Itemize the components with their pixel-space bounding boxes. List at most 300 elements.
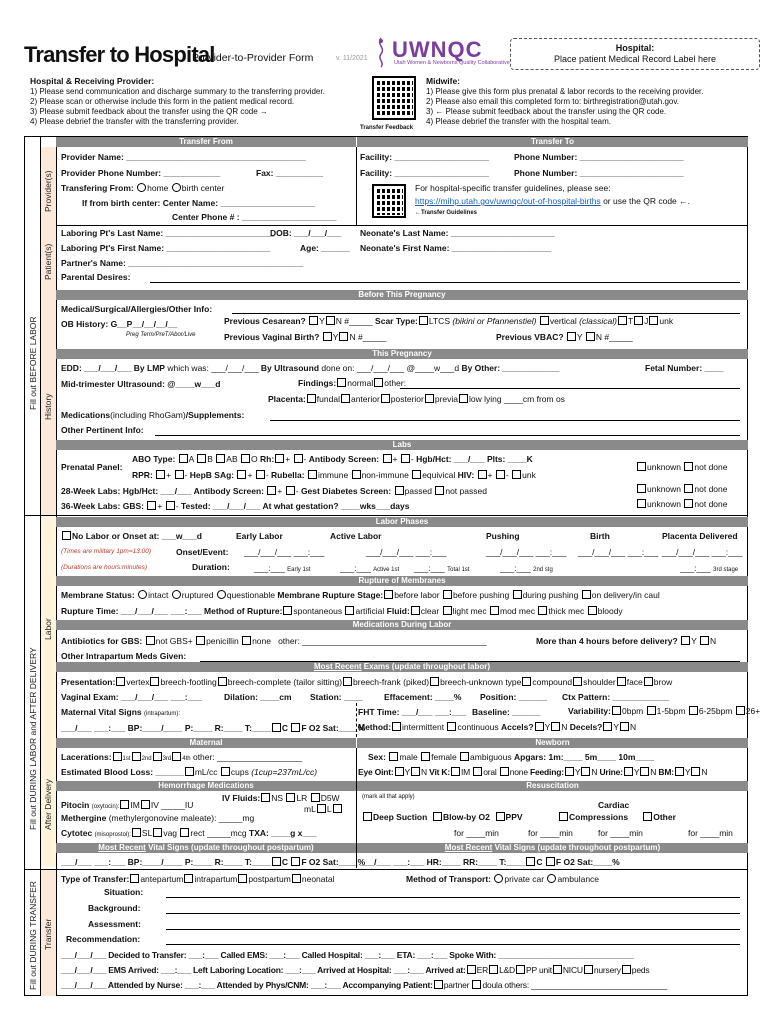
j-label: J: [644, 316, 649, 326]
vitals-line: ___/___ ___:___ BP:____/____ P:____ R:____ T:____: [61, 723, 271, 733]
placenta-anterior[interactable]: [341, 394, 350, 403]
arrived-nursery[interactable]: [584, 965, 593, 974]
placenta-low[interactable]: [459, 394, 468, 403]
prev-cesarean-label: Previous Cesarean?: [224, 316, 306, 326]
anterior-label: anterior: [350, 394, 380, 404]
continuous-label: continuous: [457, 722, 499, 732]
pres-bfp[interactable]: [343, 677, 352, 686]
scar-j-checkbox[interactable]: [634, 316, 643, 325]
minus-label: -: [184, 470, 188, 480]
no-labor-checkbox[interactable]: [62, 531, 71, 540]
eye-yes[interactable]: [395, 767, 404, 776]
guidelines-qr-code[interactable]: [372, 184, 406, 218]
feeding-label: Feeding:: [530, 767, 564, 777]
center-phone-field[interactable]: Center Phone # : ____________________: [172, 212, 337, 222]
fetal-number-field[interactable]: Fetal Number: ____: [645, 363, 724, 373]
method-label: Method:: [358, 722, 392, 732]
guidelines-link[interactable]: https://mihp.utah.gov/uwnqc/out-of-hospital-births: [415, 196, 601, 206]
bm-yes[interactable]: [675, 767, 684, 776]
parental-desires-field[interactable]: Parental Desires:: [61, 272, 131, 282]
temp-c[interactable]: [526, 857, 535, 866]
hepb-plus[interactable]: [237, 470, 246, 479]
lac-4[interactable]: [172, 752, 181, 761]
pertinent-info-field[interactable]: Other Pertinent Info:: [61, 425, 144, 435]
f-label: F: [555, 857, 562, 867]
prev-vbac-yes[interactable]: [567, 332, 576, 341]
findings-normal-checkbox[interactable]: [337, 378, 346, 387]
duration-active[interactable]: [340, 563, 399, 573]
wk28-unknown[interactable]: [637, 484, 646, 493]
duration-second[interactable]: [500, 563, 553, 573]
provider-phone-field[interactable]: Provider Phone Number: ____________: [61, 168, 221, 178]
duration-value: ___:___: [414, 563, 445, 573]
post-label: postpartum: [248, 874, 291, 884]
station-field[interactable]: Station: ____: [310, 692, 363, 702]
cyto-sl[interactable]: [132, 828, 141, 837]
compressions[interactable]: [559, 812, 568, 821]
duration-early[interactable]: [254, 563, 310, 573]
compound-label: compound: [532, 677, 573, 687]
temp-f[interactable]: [546, 857, 555, 866]
prev-vaginal-yes[interactable]: [323, 332, 332, 341]
var-26[interactable]: [736, 706, 745, 715]
on-delivery-label: on delivery/in caul: [591, 590, 660, 600]
dilation-field[interactable]: Dilation: ____cm: [224, 692, 292, 702]
before-labor-checkbox[interactable]: [384, 590, 393, 599]
ruptured-radio[interactable]: [172, 590, 181, 599]
more4-yes[interactable]: [681, 636, 690, 645]
minus-label: -: [303, 454, 307, 464]
us-date-field[interactable]: done on: ___/___/___ @____w___d: [321, 363, 460, 373]
scar-unk-checkbox[interactable]: [649, 316, 658, 325]
scar-ltcs-checkbox[interactable]: [419, 316, 428, 325]
for-min-1[interactable]: for ____min: [454, 828, 499, 838]
duration-third[interactable]: [680, 563, 738, 573]
no-labor-field[interactable]: No Labor or Onset at: ___w___d: [72, 531, 202, 541]
provider-name-field[interactable]: Provider Name: ______________________________________: [61, 152, 306, 162]
method-continuous[interactable]: [447, 722, 456, 731]
fht-time-field[interactable]: FHT Time: ___/___ ___:___: [358, 707, 467, 717]
birth-center-radio[interactable]: [172, 183, 181, 192]
pres-bc[interactable]: [218, 677, 227, 686]
ivf-ns[interactable]: [261, 793, 270, 802]
temp-c[interactable]: [272, 723, 281, 732]
vitals-line: ___/___ ___:___ HR:____ RR:____ T:____: [360, 857, 526, 867]
temp-c[interactable]: [272, 857, 281, 866]
ebl-field[interactable]: Estimated Blood Loss: ______: [61, 767, 184, 777]
abo-o[interactable]: [241, 454, 250, 463]
blow-by[interactable]: [433, 812, 442, 821]
for-min-3[interactable]: for ____min: [598, 828, 643, 838]
early-labor-header: Early Labor: [236, 531, 283, 541]
vertex-label: vertex: [126, 677, 150, 687]
medical-info-field[interactable]: Medical/Surgical/Allergies/Other Info:: [61, 304, 213, 314]
side-label-patients: Patient(s): [43, 243, 53, 280]
var-0[interactable]: [612, 706, 621, 715]
by-other-field[interactable]: By Other: ____________: [461, 363, 560, 373]
transfer-arrival-field[interactable]: ___/___/___ EMS Arrived: ___:___ Left Laboring Location: ___:___ Arrived at Hospital: ___:___ Arrived at:: [61, 965, 466, 975]
prenatal-not-done[interactable]: [684, 462, 693, 471]
rh-minus[interactable]: [294, 454, 303, 463]
hepb-minus[interactable]: [256, 470, 265, 479]
side-label-transfer: Fill out DURING TRANSFER: [28, 881, 38, 990]
onset-early[interactable]: ___/___/___ ___:___: [244, 547, 325, 557]
cesarean-count[interactable]: #_____: [344, 316, 373, 326]
wk36-status: [636, 499, 728, 509]
duration-total[interactable]: [414, 563, 469, 573]
ebl-cups[interactable]: [221, 767, 230, 776]
feedback-qr-code[interactable]: [372, 76, 416, 120]
pt-age-field[interactable]: Age: ______: [300, 243, 350, 253]
bar-this-pregnancy: This Pregnancy: [56, 349, 748, 359]
resus-row: [362, 812, 676, 822]
resus-other-label: Other: [653, 812, 676, 822]
ppv[interactable]: [496, 812, 505, 821]
rupture-time-field[interactable]: Rupture Time: ___/___/___ ___:___: [61, 606, 202, 616]
accels-no[interactable]: [551, 722, 560, 731]
spontaneous-checkbox[interactable]: [283, 606, 292, 615]
fluid-thick[interactable]: [538, 606, 547, 615]
gest-passed[interactable]: [395, 486, 404, 495]
birth-header: Birth: [590, 531, 610, 541]
ctx-pattern-field[interactable]: Ctx Pattern: ____________: [562, 692, 670, 702]
type-post[interactable]: [238, 874, 247, 883]
before-pushing-checkbox[interactable]: [443, 590, 452, 599]
form-subtitle: Provider-to-Provider Form: [192, 52, 314, 64]
ld-label: L&D: [499, 965, 515, 975]
sex-row: [368, 752, 654, 762]
pt-dob-field[interactable]: DOB: ___/___/___: [270, 228, 342, 238]
prev-vaginal-no[interactable]: [339, 332, 348, 341]
sex-male[interactable]: [389, 752, 398, 761]
ivf-d5w[interactable]: [311, 793, 320, 802]
var-1[interactable]: [647, 706, 656, 715]
abx-not-gbs[interactable]: [146, 636, 155, 645]
txa-field[interactable]: TXA: ____g x___: [249, 828, 317, 838]
no-label: N: [650, 767, 657, 777]
not-done-label: not done: [694, 499, 728, 509]
unknown-label: unknown: [647, 484, 682, 494]
arrived-er[interactable]: [467, 965, 476, 974]
onset-active[interactable]: ___/___/___ ___:___: [366, 547, 447, 557]
unk-label: unk: [659, 316, 674, 326]
bm-no[interactable]: [691, 767, 700, 776]
rubella-non[interactable]: [352, 470, 361, 479]
partner-name-field[interactable]: Partner's Name: _____________________________________: [61, 258, 304, 268]
hiv-minus[interactable]: [496, 470, 505, 479]
prev-cesarean-no[interactable]: [326, 316, 335, 325]
plus-label: +: [392, 454, 398, 464]
transport-ambulance[interactable]: [547, 874, 556, 883]
hiv-plus[interactable]: [478, 470, 487, 479]
more4-no[interactable]: [700, 636, 709, 645]
facility-phone-field-1[interactable]: Phone Number: ______________________: [514, 152, 684, 162]
var-6[interactable]: [689, 706, 698, 715]
non-immune-label: non-immune: [361, 470, 409, 480]
lmp-date-field[interactable]: which was: ___/___/___: [167, 363, 259, 373]
accels-yes[interactable]: [535, 722, 544, 731]
durations-note: (Durations are hours:minutes): [61, 564, 147, 571]
iv-fluids-label: IV Fluids:: [222, 793, 261, 803]
transport-car[interactable]: [494, 874, 503, 883]
accompany-others-field[interactable]: others: ______________________________: [504, 980, 667, 990]
accompany-partner[interactable]: [434, 980, 443, 989]
wk28-hgb-field[interactable]: Hgb/Hct: ___/___: [122, 486, 192, 496]
not-done-label: not done: [694, 462, 728, 472]
scar-vertical-checkbox[interactable]: [540, 316, 549, 325]
instruction-item: 1) Please give this form plus prenatal & labor records to the receiving provider.: [426, 87, 704, 96]
urine-yes[interactable]: [624, 767, 633, 776]
vitk-none[interactable]: [500, 767, 509, 776]
resus-other[interactable]: [643, 812, 652, 821]
placenta-fundal[interactable]: [307, 394, 316, 403]
lac-2[interactable]: [132, 752, 141, 761]
pt-first-name-field[interactable]: Laboring Pt's First Name: ______________________: [61, 243, 271, 253]
for-min-4[interactable]: for ____min: [688, 828, 733, 838]
hospital-label-box[interactable]: [510, 38, 760, 70]
neonate-first-name-field[interactable]: Neonate's First Name: _____________________: [360, 243, 552, 253]
wk28-antibody-minus[interactable]: [286, 486, 295, 495]
baseline-field[interactable]: Baseline: ______: [472, 707, 541, 717]
antibody-plus[interactable]: [383, 454, 392, 463]
bar-before-pregnancy: Before This Pregnancy: [56, 290, 748, 300]
onset-pushing[interactable]: ___/___/___ ___:___: [486, 547, 567, 557]
on-delivery-checkbox[interactable]: [582, 590, 591, 599]
for-min-2[interactable]: for ____min: [528, 828, 573, 838]
lac-3-label: 3rd: [162, 756, 172, 762]
side-label-history: History: [43, 393, 53, 420]
hiv-unk[interactable]: [512, 470, 521, 479]
hospital-instructions-heading: Hospital & Receiving Provider:: [30, 76, 155, 86]
onset-placenta[interactable]: ___/___/___ ___:___: [662, 547, 743, 557]
unknown-label: unknown: [647, 462, 682, 472]
position-field[interactable]: Position: ______: [480, 692, 548, 702]
newborn-vitals-post[interactable]: [360, 857, 620, 867]
abo-ab[interactable]: [216, 454, 225, 463]
feeding-yes[interactable]: [565, 767, 574, 776]
fluid-mod[interactable]: [490, 606, 499, 615]
deep-suction[interactable]: [363, 812, 372, 821]
meth-row[interactable]: [61, 813, 254, 823]
artificial-checkbox[interactable]: [345, 606, 354, 615]
pres-bf[interactable]: [150, 677, 159, 686]
vbac-count[interactable]: #_____: [604, 332, 633, 342]
hgb-field[interactable]: Hgb/Hct: ___/___: [416, 454, 485, 464]
decels-yes[interactable]: [603, 722, 612, 731]
urine-no[interactable]: [640, 767, 649, 776]
rh-label: Rh:: [260, 454, 275, 464]
side-label-labor: Labor: [43, 618, 53, 640]
duration-value: ___:___: [254, 563, 285, 573]
lac-3[interactable]: [153, 752, 162, 761]
gbs-gestation-field[interactable]: At what gestation? ____wks___days: [262, 501, 410, 511]
gest-not-passed[interactable]: [435, 486, 444, 495]
intact-radio[interactable]: [138, 590, 147, 599]
abx-penicillin[interactable]: [196, 636, 205, 645]
transferring-from-label: Transfering From:: [61, 183, 134, 193]
findings-other-checkbox[interactable]: [374, 378, 383, 387]
provider-fax-field[interactable]: Fax: __________: [256, 168, 324, 178]
method-intermittent[interactable]: [392, 722, 401, 731]
wk36-not-done[interactable]: [684, 499, 693, 508]
apgars-field[interactable]: Apgars: 1m:____ 5m____ 10m____: [514, 752, 655, 762]
sex-label: Sex:: [368, 752, 386, 762]
vitk-oral[interactable]: [473, 767, 482, 776]
ambiguous-label: ambiguous: [470, 752, 512, 762]
placenta-row: [268, 394, 565, 404]
type-neo[interactable]: [292, 874, 301, 883]
pt-last-name-field[interactable]: Laboring Pt's Last Name: _______________________: [61, 228, 275, 238]
pres-shoulder[interactable]: [573, 677, 582, 686]
medications-row[interactable]: [61, 410, 244, 420]
facility-phone-field-2[interactable]: Phone Number: ______________________: [514, 168, 684, 178]
during-pushing-checkbox[interactable]: [513, 590, 522, 599]
eye-no[interactable]: [411, 767, 420, 776]
vaginal-exam-field[interactable]: Vaginal Exam: ___/___/___ ___:___: [61, 692, 202, 702]
by-us-label: By Ultrasound: [260, 363, 320, 373]
prev-vbac-no[interactable]: [586, 332, 595, 341]
transfer-time-line-1[interactable]: ___/___/___ Decided to Transfer: ___:___ Called EMS: ___:___ Called Hospital: ___:___ ETA: ___:___ Spoke With: ______________________________: [61, 950, 635, 960]
before-pushing-label: before pushing: [452, 590, 510, 600]
onset-birth[interactable]: ___/___/___ ___:___: [578, 547, 659, 557]
pitocin-row: [61, 800, 193, 810]
fluid-light[interactable]: [443, 606, 452, 615]
fluid-label: Fluid:: [386, 606, 410, 616]
gbs-minus[interactable]: [166, 501, 175, 510]
antibody-minus[interactable]: [401, 454, 410, 463]
thick-mec-label: thick mec: [548, 606, 585, 616]
o-label: O: [251, 454, 258, 464]
compressions-label: Compressions: [569, 812, 629, 822]
edd-field[interactable]: EDD: ___/___/___: [61, 363, 132, 373]
placenta-previa[interactable]: [425, 394, 434, 403]
membrane-status-row: [61, 590, 660, 600]
guidelines-or: or use the QR code ←.: [603, 196, 690, 206]
bfp-label: breech-frank (piked): [353, 677, 430, 687]
fluid-bloody[interactable]: [588, 606, 597, 615]
cyto-rect[interactable]: [180, 828, 189, 837]
arrived-ld[interactable]: [489, 965, 498, 974]
abo-b[interactable]: [197, 454, 206, 463]
yes-label: Y: [544, 722, 551, 732]
wk36-label: 36-Week Labs:: [61, 501, 121, 511]
facility-field-2[interactable]: Facility: ____________________: [360, 168, 490, 178]
pres-compound[interactable]: [522, 677, 531, 686]
attended-field[interactable]: ___/___/___ Attended by Nurse: ___:___ Attended by Phys/CNM: ___:___ Accompanying Patient:: [61, 980, 433, 990]
guidelines-label: ←Transfer Guidelines: [415, 210, 478, 216]
sex-ambiguous[interactable]: [460, 752, 469, 761]
bar-hemorrhage: Hemorrhage Medications: [56, 781, 356, 791]
rpr-minus[interactable]: [175, 470, 184, 479]
scar-t-checkbox[interactable]: [618, 316, 627, 325]
midtri-us-field[interactable]: Mid-trimester Ultrasound: @____w___d: [61, 379, 221, 389]
type-intra[interactable]: [184, 874, 193, 883]
var-1-label: 1-5bpm: [656, 706, 686, 716]
arrived-peds[interactable]: [622, 965, 631, 974]
pit-im[interactable]: [120, 800, 129, 809]
duration-value: ___:___: [340, 563, 371, 573]
rubella-immune[interactable]: [308, 470, 317, 479]
sex-female[interactable]: [421, 752, 430, 761]
rpr-plus[interactable]: [156, 470, 165, 479]
effacement-field[interactable]: Effacement: ____%: [384, 692, 462, 702]
wk28-antibody-plus[interactable]: [267, 486, 276, 495]
pit-iu-field[interactable]: _____IU: [161, 800, 194, 810]
iv-fluids-row: [222, 793, 340, 803]
lac-other-field[interactable]: other: __________________: [192, 752, 303, 762]
abx-none[interactable]: [242, 636, 251, 645]
assessment-label: Assessment:: [88, 919, 141, 929]
feeding-no[interactable]: [581, 767, 590, 776]
maternal-vitals-post[interactable]: [61, 857, 365, 867]
pres-face[interactable]: [617, 677, 626, 686]
ob-history-field[interactable]: OB History: G__P__/__/__/__: [61, 319, 178, 329]
cyto-mcg-field[interactable]: _____mcg: [206, 828, 247, 838]
pit-iv[interactable]: [141, 800, 150, 809]
maternal-vitals-labor[interactable]: [61, 723, 365, 733]
placenta-posterior[interactable]: [381, 394, 390, 403]
rh-plus[interactable]: [275, 454, 284, 463]
pres-bu[interactable]: [430, 677, 439, 686]
neonate-last-name-field[interactable]: Neonate's Last Name: ______________________: [360, 228, 555, 238]
ivf-lr[interactable]: [286, 793, 295, 802]
er-label: ER: [476, 965, 489, 975]
ante-label: antepartum: [140, 874, 184, 884]
decels-no[interactable]: [620, 722, 629, 731]
lacerations-label: Lacerations:: [61, 752, 112, 762]
type-ante[interactable]: [130, 874, 139, 883]
cups-label: cups: [230, 767, 249, 777]
ebl-ml[interactable]: [185, 767, 194, 776]
pres-vertex[interactable]: [116, 677, 125, 686]
ivf-ml[interactable]: [317, 804, 326, 813]
wk28-not-done[interactable]: [684, 484, 693, 493]
fluid-clear[interactable]: [411, 606, 420, 615]
temp-f[interactable]: [291, 723, 300, 732]
birth-center-label: birth center: [181, 183, 225, 193]
decels-label: Decels?: [569, 722, 603, 732]
center-name-field[interactable]: If from birth center: Center Name: ____________________: [82, 198, 315, 208]
prev-cesarean-yes[interactable]: [309, 316, 318, 325]
vaginal-count[interactable]: #_____: [357, 332, 387, 342]
gbs-tested-field[interactable]: Tested: ___/___/___: [180, 501, 261, 511]
minus-label: -: [410, 454, 414, 464]
arrived-pp[interactable]: [516, 965, 525, 974]
questionable-radio[interactable]: [217, 590, 226, 599]
instruction-item: 4) Please debrief the transfer with the transferring provider.: [30, 117, 239, 126]
prenatal-unknown[interactable]: [637, 462, 646, 471]
plts-field[interactable]: Plts: ____K: [486, 454, 533, 464]
pres-brow[interactable]: [644, 677, 653, 686]
arrived-nicu[interactable]: [553, 965, 562, 974]
abo-a[interactable]: [179, 454, 188, 463]
home-radio[interactable]: [137, 183, 146, 192]
other-meds-field[interactable]: Other Intrapartum Meds Given:: [61, 651, 187, 661]
gbs-plus[interactable]: [147, 501, 156, 510]
ivf-l[interactable]: [333, 804, 342, 813]
cyto-vag[interactable]: [153, 828, 162, 837]
vitk-im[interactable]: [451, 767, 460, 776]
car-label: private car: [504, 874, 545, 884]
wk36-unknown[interactable]: [637, 499, 646, 508]
abx-other-field[interactable]: other: _______________________________________: [278, 636, 487, 646]
facility-field-1[interactable]: Facility: ____________________: [360, 152, 490, 162]
lac-1[interactable]: [113, 752, 122, 761]
temp-f[interactable]: [291, 857, 300, 866]
rubella-equiv[interactable]: [412, 470, 421, 479]
accompany-doula[interactable]: [472, 980, 481, 989]
var-6-label: 6-25bpm: [698, 706, 733, 716]
